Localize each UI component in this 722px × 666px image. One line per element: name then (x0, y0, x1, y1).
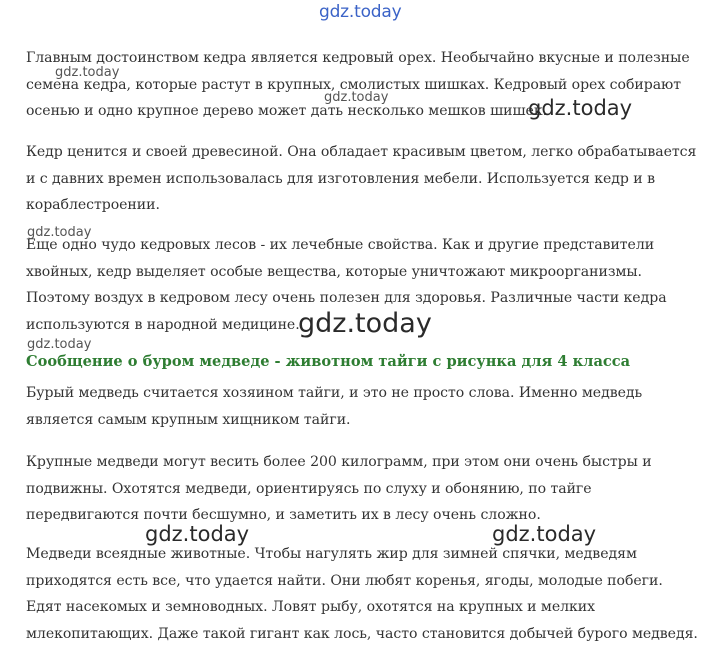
watermark: gdz.today (27, 225, 92, 240)
paragraph-cedar-wood: Кедр ценится и своей древесиной. Она обладает красивым цветом, легко обрабатывается и с давних времен использовалась для изготовления мебели. Используется кедр и в кораблестроении. (26, 144, 697, 213)
watermark: gdz.today (324, 90, 389, 105)
paragraph-bear-master: Бурый медведь считается хозяином тайги, и это не просто слова. Именно медведь является самым крупным хищником тайги. (26, 385, 643, 428)
paragraph-bear-diet: Медведи всеядные животные. Чтобы нагулять жир для зимней спячки, медведям приходятся есть все, что удается найти. Они любят коренья, ягоды, молодые побеги. Едят насекомых и земноводных. Ловят рыбу, охотятся на крупных и мелких млекопитающих. Даже такой гигант как лось, часто становится добычей бурого медведя. (26, 546, 698, 642)
watermark: gdz.today (492, 522, 597, 546)
watermark: gdz.today (145, 522, 250, 546)
paragraph-cedar-healing: Еще одно чудо кедровых лесов - их лечебные свойства. Как и другие представители хвойных, кедр выделяет особые вещества, которые уничтожают микроорганизмы. Поэтому воздух в кедровом лесу очень полезен для здоровья. Различные части кедра используются в народной медицине. (26, 237, 667, 333)
section-heading-brown-bear: Сообщение о буром медведе - животном тайги с рисунка для 4 класса (26, 353, 631, 370)
watermark: gdz.today (319, 2, 402, 22)
paragraph-bear-weight: Крупные медведи могут весить более 200 килограмм, при этом они очень быстры и подвижны. Охотятся медведи, ориентируясь по слуху и обонянию, по тайге передвигаются почти бесшумно, и заметить их в лесу очень сложно. (26, 454, 652, 523)
paragraph-cedar-nut: Главным достоинством кедра является кедровый орех. Необычайно вкусные и полезные семена кедра, которые растут в крупных, смолистых шишках. Кедровый орех собирают осенью и одно крупное дерево может дать несколько мешков шишек. (26, 50, 690, 119)
watermark: gdz.today (55, 65, 120, 80)
watermark: gdz.today (27, 337, 92, 352)
watermark: gdz.today (298, 308, 432, 339)
watermark: gdz.today (528, 96, 633, 120)
